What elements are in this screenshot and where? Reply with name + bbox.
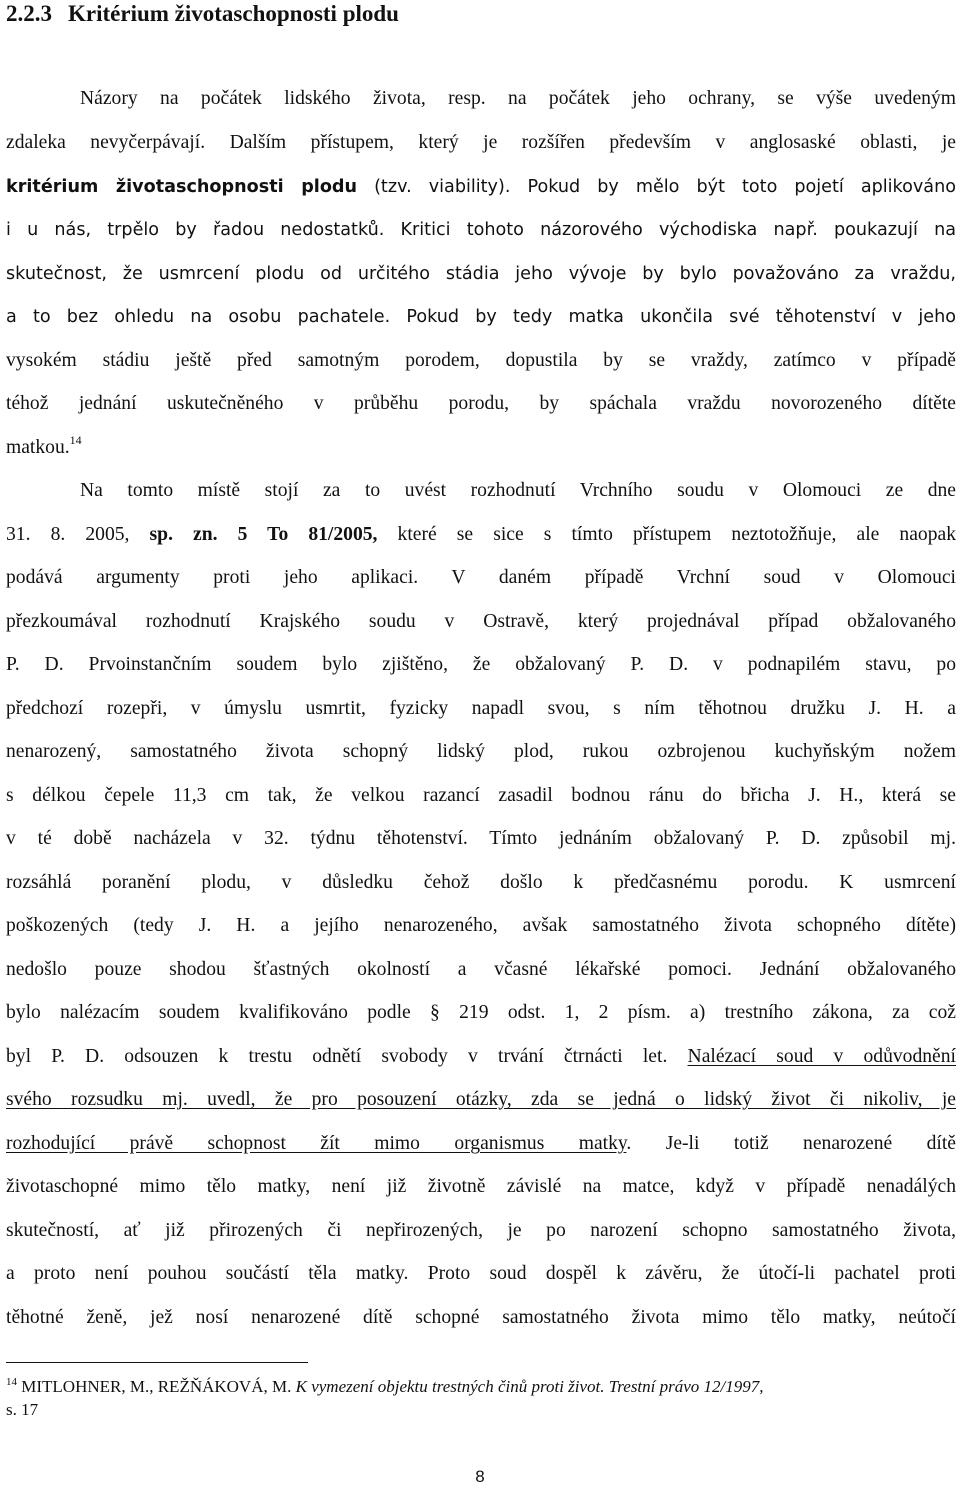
section-heading (6, 0, 399, 28)
text-line (6, 1218, 956, 1244)
text-segment: Na tomto místě stojí za to uvést rozhodnutí Vrchního soudu v Olomouci ze dne (80, 480, 956, 501)
text-segment: téhož jednání uskutečněného v průběhu porodu, by spáchala vraždu novorozeného dítěte (6, 393, 956, 414)
text-line (6, 1087, 956, 1113)
text-line (6, 522, 956, 548)
text-line (80, 478, 956, 504)
text-segment: životaschopné mimo tělo matky, není již životně závislé na matce, když v případě nenadálých (6, 1176, 956, 1197)
text-segment: Nalézací soud v odůvodnění (687, 1046, 956, 1067)
text-segment: a proto není pouhou součástí těla matky. Proto soud dospěl k závěru, že útočí-li pachatel proti (6, 1263, 956, 1284)
text-segment: i u nás, trpělo by řadou nedostatků. (6, 220, 401, 240)
text-line (80, 86, 956, 112)
text-segment: vysokém stádiu ještě před samotným porodem, dopustila by se vraždy, zatímco v případě (6, 350, 956, 371)
text-segment: svého rozsudku mj. uvedl, že pro posouzení otázky, zda se jedná o lidský život či nikoliv, je (6, 1089, 956, 1110)
text-segment: v té době nacházela v 32. týdnu těhotenství. Tímto jednáním obžalovaný P. D. způsobil mj. (6, 828, 956, 849)
text-segment: P. D. Prvoinstančním soudem bylo zjištěno, že obžalovaný P. D. v podnapilém stavu, po (6, 654, 956, 675)
text-segment: . Je-li totiž nenarozené dítě (626, 1133, 956, 1154)
section-number: 2.2.3 (6, 1, 52, 26)
text-segment: rozhodující právě schopnost žít mimo organismus matky (6, 1133, 627, 1154)
text-segment: bylo nalézacím soudem kvalifikováno podle § 219 odst. 1, 2 písm. a) trestního zákona, za což (6, 1002, 956, 1023)
text-line (6, 913, 956, 939)
footnote-marker: 14 (6, 1376, 17, 1388)
text-segment: (tzv. viability). Pokud by mělo být toto pojetí aplikováno (357, 177, 956, 197)
footnote-reference: 14 (69, 433, 82, 447)
text-line (6, 652, 956, 678)
text-line (6, 870, 956, 896)
text-line (6, 261, 956, 287)
text-line (6, 435, 956, 461)
text-segment: nedošlo pouze shodou šťastných okolností a včasné lékařské pomoci. Jednání obžalovaného (6, 959, 956, 980)
text-segment: rozsáhlá poranění plodu, v důsledku čehož došlo k předčasnému porodu. K usmrcení (6, 872, 956, 893)
text-segment: matkou. (6, 437, 70, 458)
text-line (6, 1174, 956, 1200)
text-line (6, 609, 956, 635)
text-segment: kritérium životaschopnosti plodu (6, 177, 358, 197)
footnote-line (6, 1376, 764, 1398)
text-line (6, 174, 956, 200)
text-line (6, 348, 956, 374)
text-segment: zdaleka nevyčerpávají. Dalším přístupem, který je rozšířen především v anglosaské oblasti, je (6, 132, 956, 153)
text-line (6, 1261, 956, 1287)
text-segment: podává argumenty proti jeho aplikaci. V daném případě Vrchní soud v Olomouci (6, 567, 956, 588)
text-line (6, 1131, 956, 1157)
footnote-separator (6, 1362, 308, 1363)
text-line (6, 957, 956, 983)
text-line (6, 1000, 956, 1026)
page-number: 8 (475, 1467, 485, 1486)
text-segment: které se sice s tímto přístupem neztotožňuje, ale naopak (377, 524, 957, 545)
text-line (6, 391, 956, 417)
footnote-title: K vymezení objektu trestných činů proti život. Trestní právo 12/1997, (295, 1377, 764, 1396)
text-segment: skutečností, ať již přirozených či nepřirozených, je po narození schopno samostatného života, (6, 1220, 956, 1241)
footnote-page: s. 17 (6, 1400, 39, 1419)
text-segment: nenarozený, samostatného života schopný lidský plod, rukou ozbrojenou kuchyňským nožem (6, 741, 956, 762)
text-segment: předchozí rozepři, v úmyslu usmrtit, fyzicky napadl svou, s ním těhotnou družku J. H. a (6, 698, 956, 719)
text-line (6, 826, 956, 852)
text-segment: a to bez ohledu na osobu pachatele. Pokud by tedy matka ukončila své těhotenství v jeho (6, 307, 956, 327)
section-title: Kritérium životaschopnosti plodu (68, 1, 399, 26)
text-segment: přezkoumával rozhodnutí Krajského soudu v Ostravě, který projednával případ obžalovaného (6, 611, 956, 632)
text-segment: Kritici tohoto názorového východiska např. poukazují na (400, 220, 957, 240)
text-line (6, 696, 956, 722)
text-segment: byl P. D. odsouzen k trestu odnětí svobody v trvání čtrnácti let. (6, 1046, 688, 1067)
text-line (6, 130, 956, 156)
text-line (6, 783, 956, 809)
text-line (6, 565, 956, 591)
text-segment: sp. zn. 5 To 81/2005, (149, 524, 378, 545)
text-segment: skutečnost, že usmrcení plodu od určitého stádia jeho vývoje by bylo považováno za vraždu, (6, 264, 956, 284)
text-segment: Názory na počátek lidského života, resp. na počátek jeho ochrany, se výše uvedeným (80, 88, 956, 109)
text-line (6, 1305, 956, 1331)
footnote-authors: MITLOHNER, M., REŽŇÁKOVÁ, M. (21, 1377, 296, 1396)
text-segment: 31. 8. 2005, (6, 524, 150, 545)
text-segment: s délkou čepele 11,3 cm tak, že velkou razancí zasadil bodnou ránu do břicha J. H., která se (6, 785, 956, 806)
text-line (6, 217, 956, 243)
text-line (6, 739, 956, 765)
text-segment: poškozených (tedy J. H. a jejího nenarozeného, avšak samostatného života schopného dítěte) (6, 915, 956, 936)
text-line (6, 1044, 956, 1070)
text-line (6, 304, 956, 330)
text-segment: těhotné ženě, jež nosí nenarozené dítě schopné samostatného života mimo tělo matky, neútočí (6, 1307, 956, 1328)
